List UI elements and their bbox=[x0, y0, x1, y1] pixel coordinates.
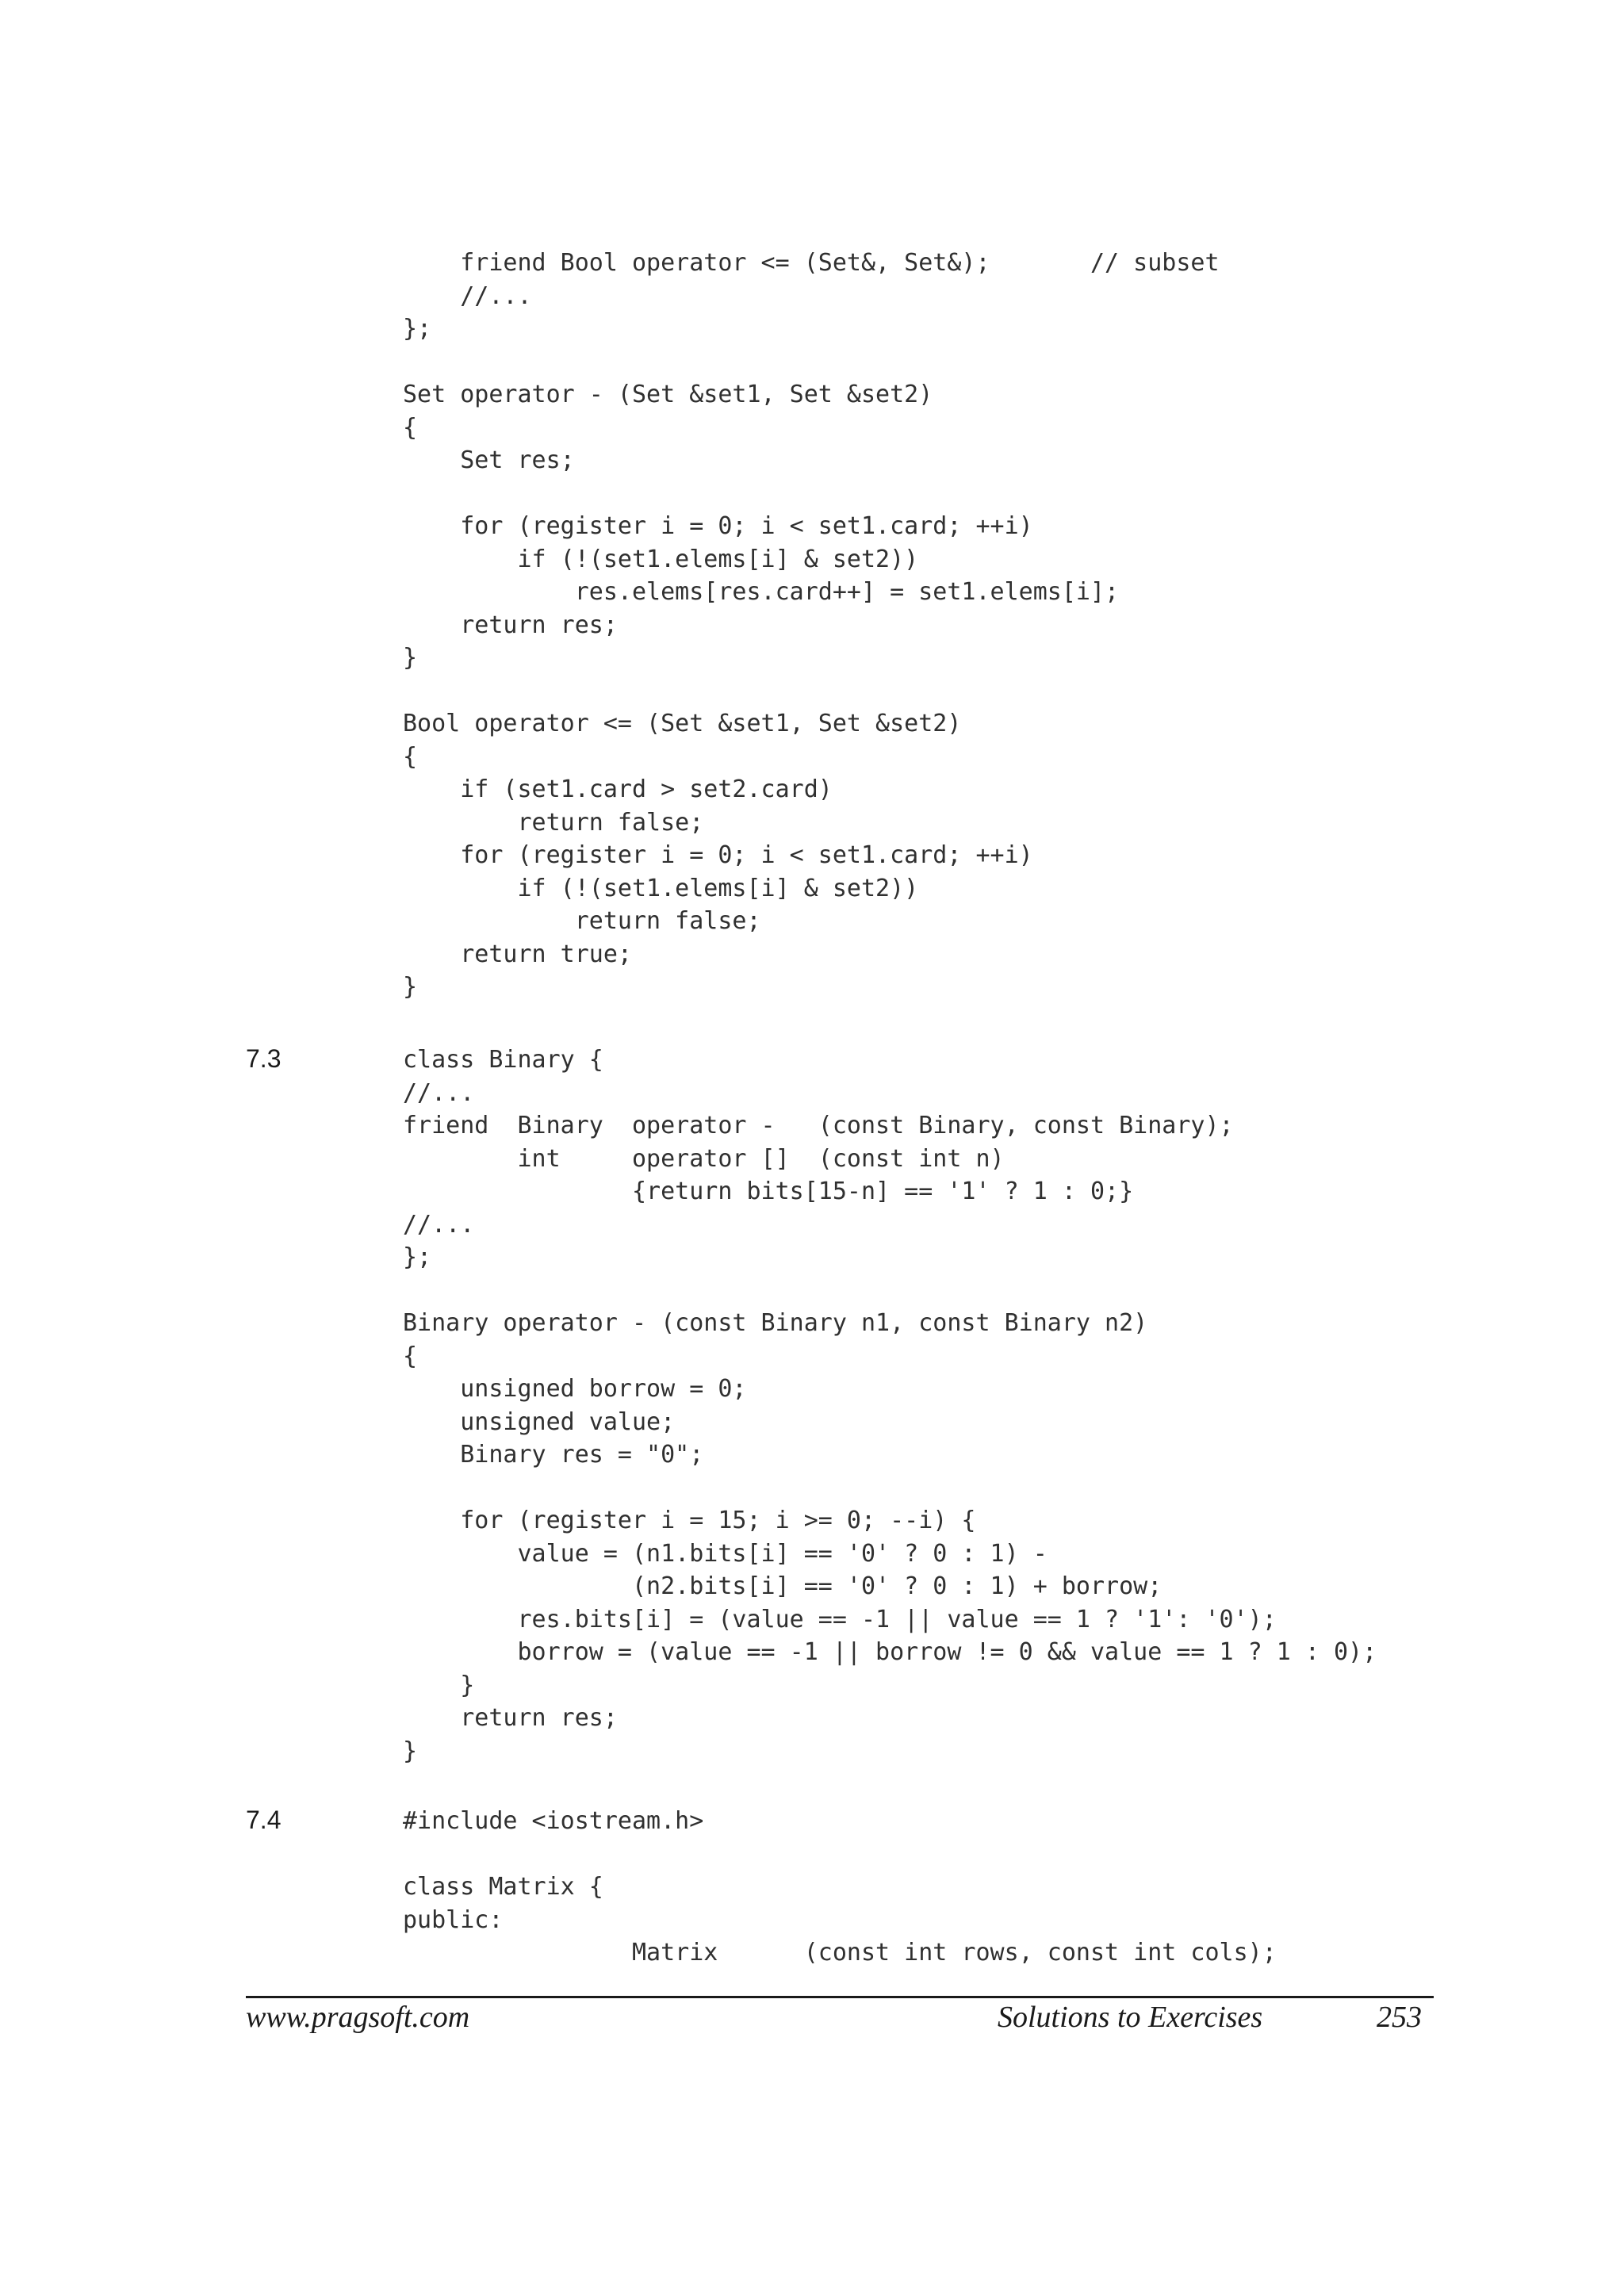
footer-website: www.pragsoft.com bbox=[246, 2001, 470, 2034]
exercise-number-7-4: 7.4 bbox=[246, 1806, 282, 1834]
footer-section-title: Solutions to Exercises bbox=[998, 2001, 1263, 2034]
footer-page-number: 253 bbox=[1377, 2001, 1422, 2034]
code-block-matrix-class: #include <iostream.h> class Matrix { public: Matrix (const int rows, const int cols); bbox=[403, 1807, 1277, 1967]
exercise-number-7-3: 7.3 bbox=[246, 1044, 282, 1073]
footer-rule bbox=[246, 1996, 1434, 1998]
code-block-binary-class: class Binary { //... friend Binary operator - (const Binary, const Binary); int operator [] (const int n) {return bits[15-n] == '1' ? 1 : 0;} //... }; Binary operator - (const Binary n1, const Binary n2) { unsigned borrow = 0; unsigned value; Binary res = "0"; for (register i = 15; i >= 0; --i) { value = (n1.bits[i] == '0' ? 0 : 1) - (n2.bits[i] == '0' ? 0 : 1) + borrow; res.bits[i] = (value == -1 || value == 1 ? '1': '0'); borrow = (value == -1 || borrow != 0 && value == 1 ? 1 : 0); } return res; } bbox=[403, 1046, 1377, 1765]
code-block-set-operators: friend Bool operator <= (Set&, Set&); // subset //... }; Set operator - (Set &set1, Set &set2) { Set res; for (register i = 0; i < set1.card; ++i) if (!(set1.elems[i] & set2)) res.elems[res.card++] = set1.elems[i]; return res; } Bool operator <= (Set &set1, Set &set2) { if (set1.card > set2.card) return false; for (register i = 0; i < set1.card; ++i) if (!(set1.elems[i] & set2)) return false; return true; } bbox=[403, 249, 1220, 1001]
